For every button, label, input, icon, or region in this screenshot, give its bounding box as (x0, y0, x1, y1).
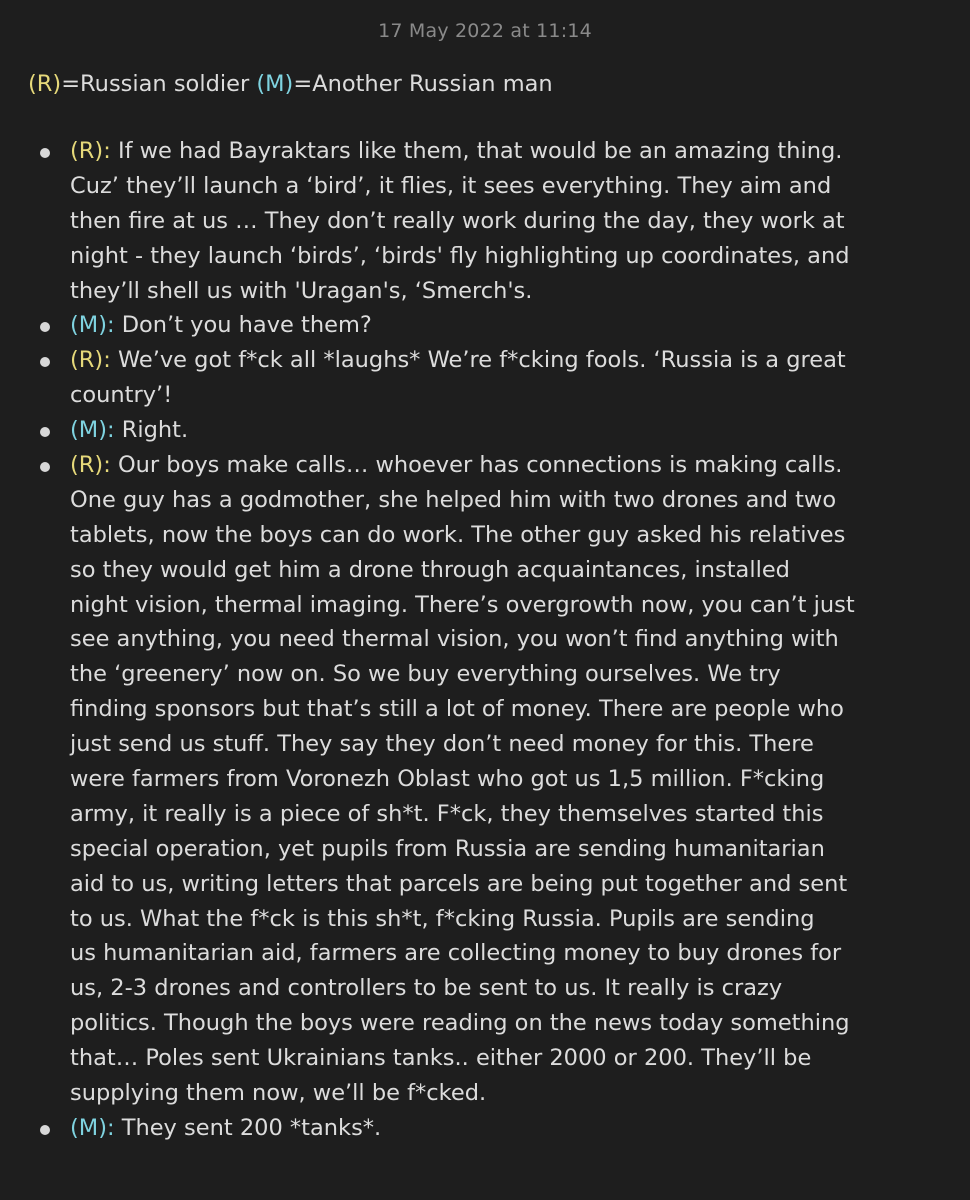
line-text: We’ve got f*ck all *laughs* We’re f*cking fools. ‘Russia is a great (117, 347, 846, 374)
speaker-tag: (M): (70, 417, 122, 444)
list-item (70, 134, 960, 169)
list-item-continuation (70, 692, 960, 727)
speaker-legend (28, 67, 553, 101)
line-text: army, it really is a piece of sh*t. F*ck, they themselves started this (70, 800, 824, 827)
line-text: politics. Though the boys were reading on the news today something (70, 1010, 850, 1037)
list-item-continuation (70, 971, 960, 1006)
list-item-continuation (70, 483, 960, 518)
list-item-continuation (70, 622, 960, 657)
list-item-continuation (70, 1006, 960, 1041)
speaker-tag: (M): (70, 312, 122, 339)
line-text: see anything, you need thermal vision, you won’t find anything with (70, 626, 839, 653)
line-text: Cuz’ they’ll launch a ‘bird’, it flies, it sees everything. They aim and (70, 172, 832, 199)
line-text: special operation, yet pupils from Russia are sending humanitarian (70, 835, 825, 862)
list-item (70, 413, 960, 448)
list-item-continuation (70, 239, 960, 274)
line-text: were farmers from Voronezh Oblast who got us 1,5 million. F*cking (70, 766, 825, 793)
transcript-list (70, 134, 960, 1146)
line-text: They sent 200 *tanks*. (121, 1114, 382, 1141)
bullet-icon (40, 148, 50, 158)
list-item-continuation (70, 274, 960, 309)
line-text: us, 2-3 drones and controllers to be sent to us. It really is crazy (70, 975, 783, 1002)
bullet-icon (40, 427, 50, 437)
list-item-continuation (70, 378, 960, 413)
list-item-continuation (70, 169, 960, 204)
line-text: the ‘greenery’ now on. So we buy everything ourselves. We try (70, 661, 781, 688)
line-text: just send us stuff. They say they don’t need money for this. There (70, 731, 814, 758)
line-text: supplying them now, we’ll be f*cked. (70, 1080, 487, 1107)
line-text: If we had Bayraktars like them, that would be an amazing thing. (117, 138, 843, 164)
list-item-continuation (70, 867, 960, 902)
line-text: that… Poles sent Ukrainians tanks.. either 2000 or 200. They’ll be (70, 1045, 812, 1072)
line-text: Right. (121, 417, 189, 444)
legend-r-tag: (R) (28, 71, 62, 97)
line-text: then fire at us … They don’t really work during the day, they work at (70, 207, 845, 234)
list-item (70, 1111, 960, 1146)
legend-m-tag: (M) (256, 71, 294, 97)
bullet-icon (40, 462, 50, 472)
list-item-continuation (70, 1076, 960, 1111)
line-text: so they would get him a drone through acquaintances, installed (70, 556, 790, 583)
list-item-continuation (70, 657, 960, 692)
timestamp: 17 May 2022 at 11:14 (378, 20, 592, 42)
list-item-continuation (70, 204, 960, 239)
line-text: aid to us, writing letters that parcels are being put together and sent (70, 870, 848, 897)
line-text: night vision, thermal imaging. There’s overgrowth now, you can’t just (70, 591, 855, 618)
list-item-continuation (70, 588, 960, 623)
line-text: night - they launch ‘birds’, ‘birds' fly highlighting up coordinates, and (70, 242, 850, 269)
list-item (70, 343, 960, 378)
list-item-continuation (70, 936, 960, 971)
speaker-tag: (R): (70, 347, 118, 374)
legend-m-text: =Another Russian man (293, 71, 553, 97)
line-text: finding sponsors but that’s still a lot of money. There are people who (70, 696, 844, 723)
list-item (70, 308, 960, 343)
speaker-tag: (M): (70, 1114, 122, 1141)
list-item-continuation (70, 518, 960, 553)
list-item-continuation (70, 553, 960, 588)
line-text: us humanitarian aid, farmers are collecting money to buy drones for (70, 940, 842, 967)
speaker-tag: (R): (70, 452, 118, 479)
line-text: to us. What the f*ck is this sh*t, f*cking Russia. Pupils are sending (70, 905, 815, 932)
line-text: One guy has a godmother, she helped him with two drones and two (70, 486, 837, 513)
list-item-continuation (70, 1041, 960, 1076)
line-text: Our boys make calls… whoever has connections is making calls. (117, 452, 843, 479)
line-text: Don’t you have them? (121, 312, 372, 339)
legend-r-text: =Russian soldier (61, 71, 257, 97)
list-item-continuation (70, 832, 960, 867)
bullet-icon (40, 357, 50, 367)
list-item-continuation (70, 727, 960, 762)
speaker-tag: (R): (70, 138, 118, 164)
bullet-icon (40, 1125, 50, 1135)
line-text: they’ll shell us with 'Uragan's, ‘Smerch's. (70, 277, 533, 304)
list-item-continuation (70, 762, 960, 797)
line-text: tablets, now the boys can do work. The other guy asked his relatives (70, 521, 846, 548)
list-item (70, 448, 960, 483)
list-item-continuation (70, 902, 960, 937)
line-text: country’! (70, 382, 173, 409)
list-item-continuation (70, 797, 960, 832)
bullet-icon (40, 322, 50, 332)
